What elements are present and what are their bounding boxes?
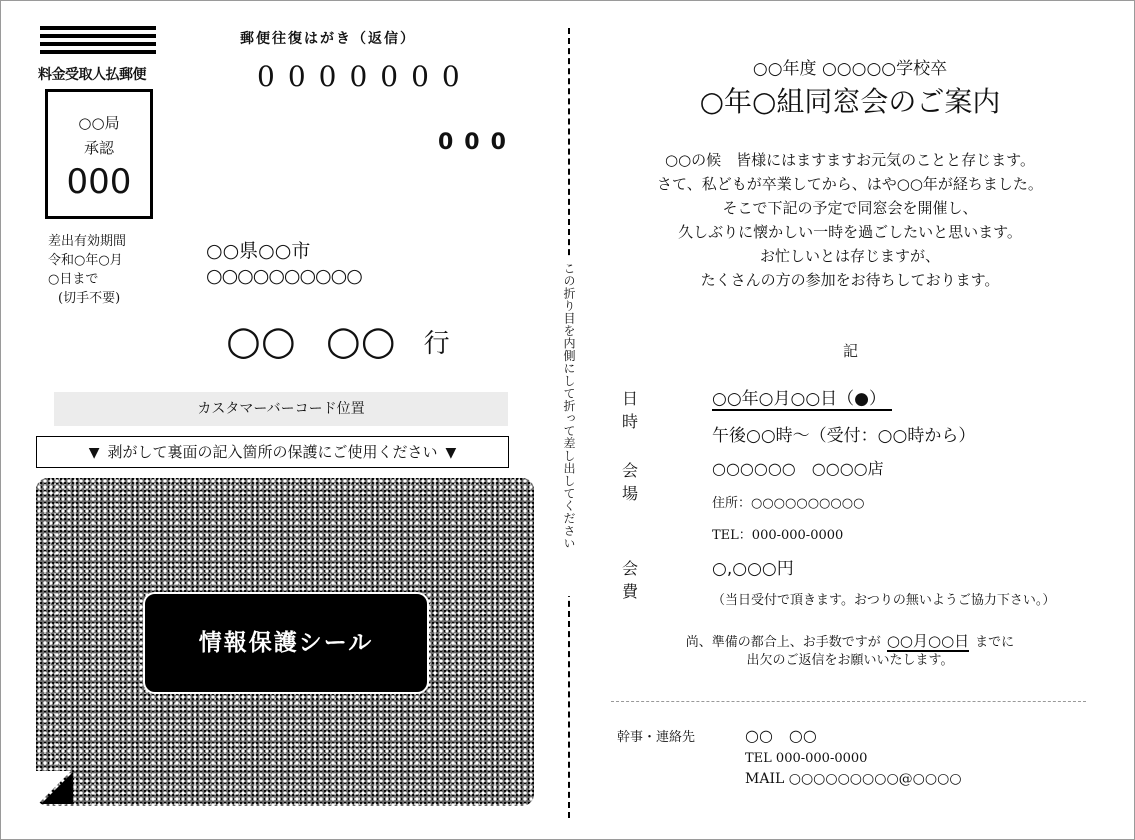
page-title: ○年○組同窓会のご案内 bbox=[699, 85, 1001, 118]
address-line-1: ○○県○○市 bbox=[206, 240, 311, 262]
fee-value: ○,○○○円 bbox=[712, 559, 794, 579]
greeting-line: ○○の候 皆様にはますますお元気のことと存じます。 bbox=[665, 151, 1035, 169]
event-date: ○○年○月○○日（●） bbox=[712, 384, 892, 411]
address-line-2: ○○○○○○○○○○ bbox=[206, 265, 362, 287]
reply-title: 郵便往復はがき（返信） bbox=[240, 31, 416, 47]
recipient-name bbox=[226, 318, 450, 364]
down-triangle-icon: ▼ bbox=[88, 445, 100, 461]
greeting-line: さて、私どもが卒業してから、はや○○年が経ちました。 bbox=[657, 175, 1043, 193]
date-label bbox=[622, 386, 702, 432]
date-label-char: 時 bbox=[622, 412, 639, 431]
venue-label-char: 会 bbox=[622, 461, 639, 480]
date-label-char: 日 bbox=[622, 389, 639, 408]
fold-instruction: この折り目を内側にして折って差し出してください bbox=[560, 258, 578, 596]
contact-tel: TEL 000-000-0000 bbox=[745, 751, 868, 766]
approval-stamp-box bbox=[45, 89, 153, 219]
contact-first: ○○ bbox=[788, 726, 817, 745]
validity-line: 差出有効期間 bbox=[48, 234, 127, 249]
recipient-first: ○○ bbox=[325, 318, 396, 364]
fee-label-char: 会 bbox=[622, 559, 639, 578]
graduation-year: ○○年度 ○○○○○学校卒 bbox=[752, 59, 948, 79]
down-triangle-icon: ▼ bbox=[445, 445, 457, 461]
validity-line: (切手不要) bbox=[58, 291, 121, 306]
stamp-label: 料金受取人払郵便 bbox=[38, 67, 146, 83]
barcode-area: カスタマーバーコード位置 bbox=[54, 392, 508, 426]
contact-mail: MAIL ○○○○○○○○○@○○○○ bbox=[745, 771, 962, 787]
venue-tel: TEL：000-000-0000 bbox=[712, 528, 844, 543]
recipient-last: ○○ bbox=[226, 318, 296, 364]
validity-period bbox=[48, 232, 126, 308]
event-time: 午後○○時～（受付：○○時から） bbox=[712, 426, 976, 446]
greeting-line: そこで下記の予定で同窓会を開催し、 bbox=[722, 199, 978, 217]
reply-deadline bbox=[600, 632, 1100, 670]
deadline-line-2: 出欠のご返信をお願いいたします。 bbox=[746, 653, 954, 668]
privacy-seal-label: 情報保護シール bbox=[143, 592, 429, 694]
contact-label: 幹事・連絡先 bbox=[617, 730, 696, 745]
greeting-line: たくさんの方の参加をお待ちしております。 bbox=[700, 271, 1000, 289]
peel-instruction-box bbox=[36, 436, 509, 468]
greeting-line: お忙しいとは存じますが、 bbox=[759, 247, 940, 265]
peel-instruction: 剥がして裏面の記入箇所の保護にご使用ください bbox=[107, 443, 438, 461]
venue-name: ○○○○○○ ○○○○店 bbox=[712, 459, 884, 478]
fee-label bbox=[622, 556, 702, 602]
greeting-line: 久しぶりに懐かしい一時を過ごしたいと思います。 bbox=[678, 223, 1022, 241]
contact-name bbox=[745, 726, 817, 745]
venue-address: 住所：○○○○○○○○○○ bbox=[712, 496, 865, 511]
stamp-approval: 承認 bbox=[83, 139, 114, 157]
stamp-office: ○○局 bbox=[78, 114, 120, 132]
venue-label bbox=[622, 458, 702, 504]
validity-line: ○日まで bbox=[48, 272, 99, 287]
stamp-number: 000 bbox=[66, 162, 132, 202]
contact-last: ○○ bbox=[745, 726, 773, 745]
deadline-post: までに bbox=[975, 635, 1015, 650]
deadline-date: ○○月○○日 bbox=[886, 632, 970, 650]
seal-corner-tab[interactable] bbox=[41, 772, 73, 804]
validity-line: 令和○年○月 bbox=[48, 253, 123, 268]
fee-note: （当日受付で頂きます。おつりの無いようご協力下さい。） bbox=[712, 593, 1056, 608]
divider bbox=[611, 701, 1086, 702]
postal-sub-code: 000 bbox=[438, 130, 517, 155]
postage-bars bbox=[40, 26, 156, 58]
postal-code: 0000000 bbox=[257, 60, 473, 93]
greeting-text bbox=[600, 148, 1100, 292]
fee-label-char: 費 bbox=[622, 582, 639, 601]
venue-label-char: 場 bbox=[622, 484, 639, 503]
recipient-suffix: 行 bbox=[423, 329, 450, 359]
ki-heading: 記 bbox=[843, 342, 859, 360]
deadline-pre: 尚、準備の都合上、お手数ですが bbox=[685, 635, 881, 650]
